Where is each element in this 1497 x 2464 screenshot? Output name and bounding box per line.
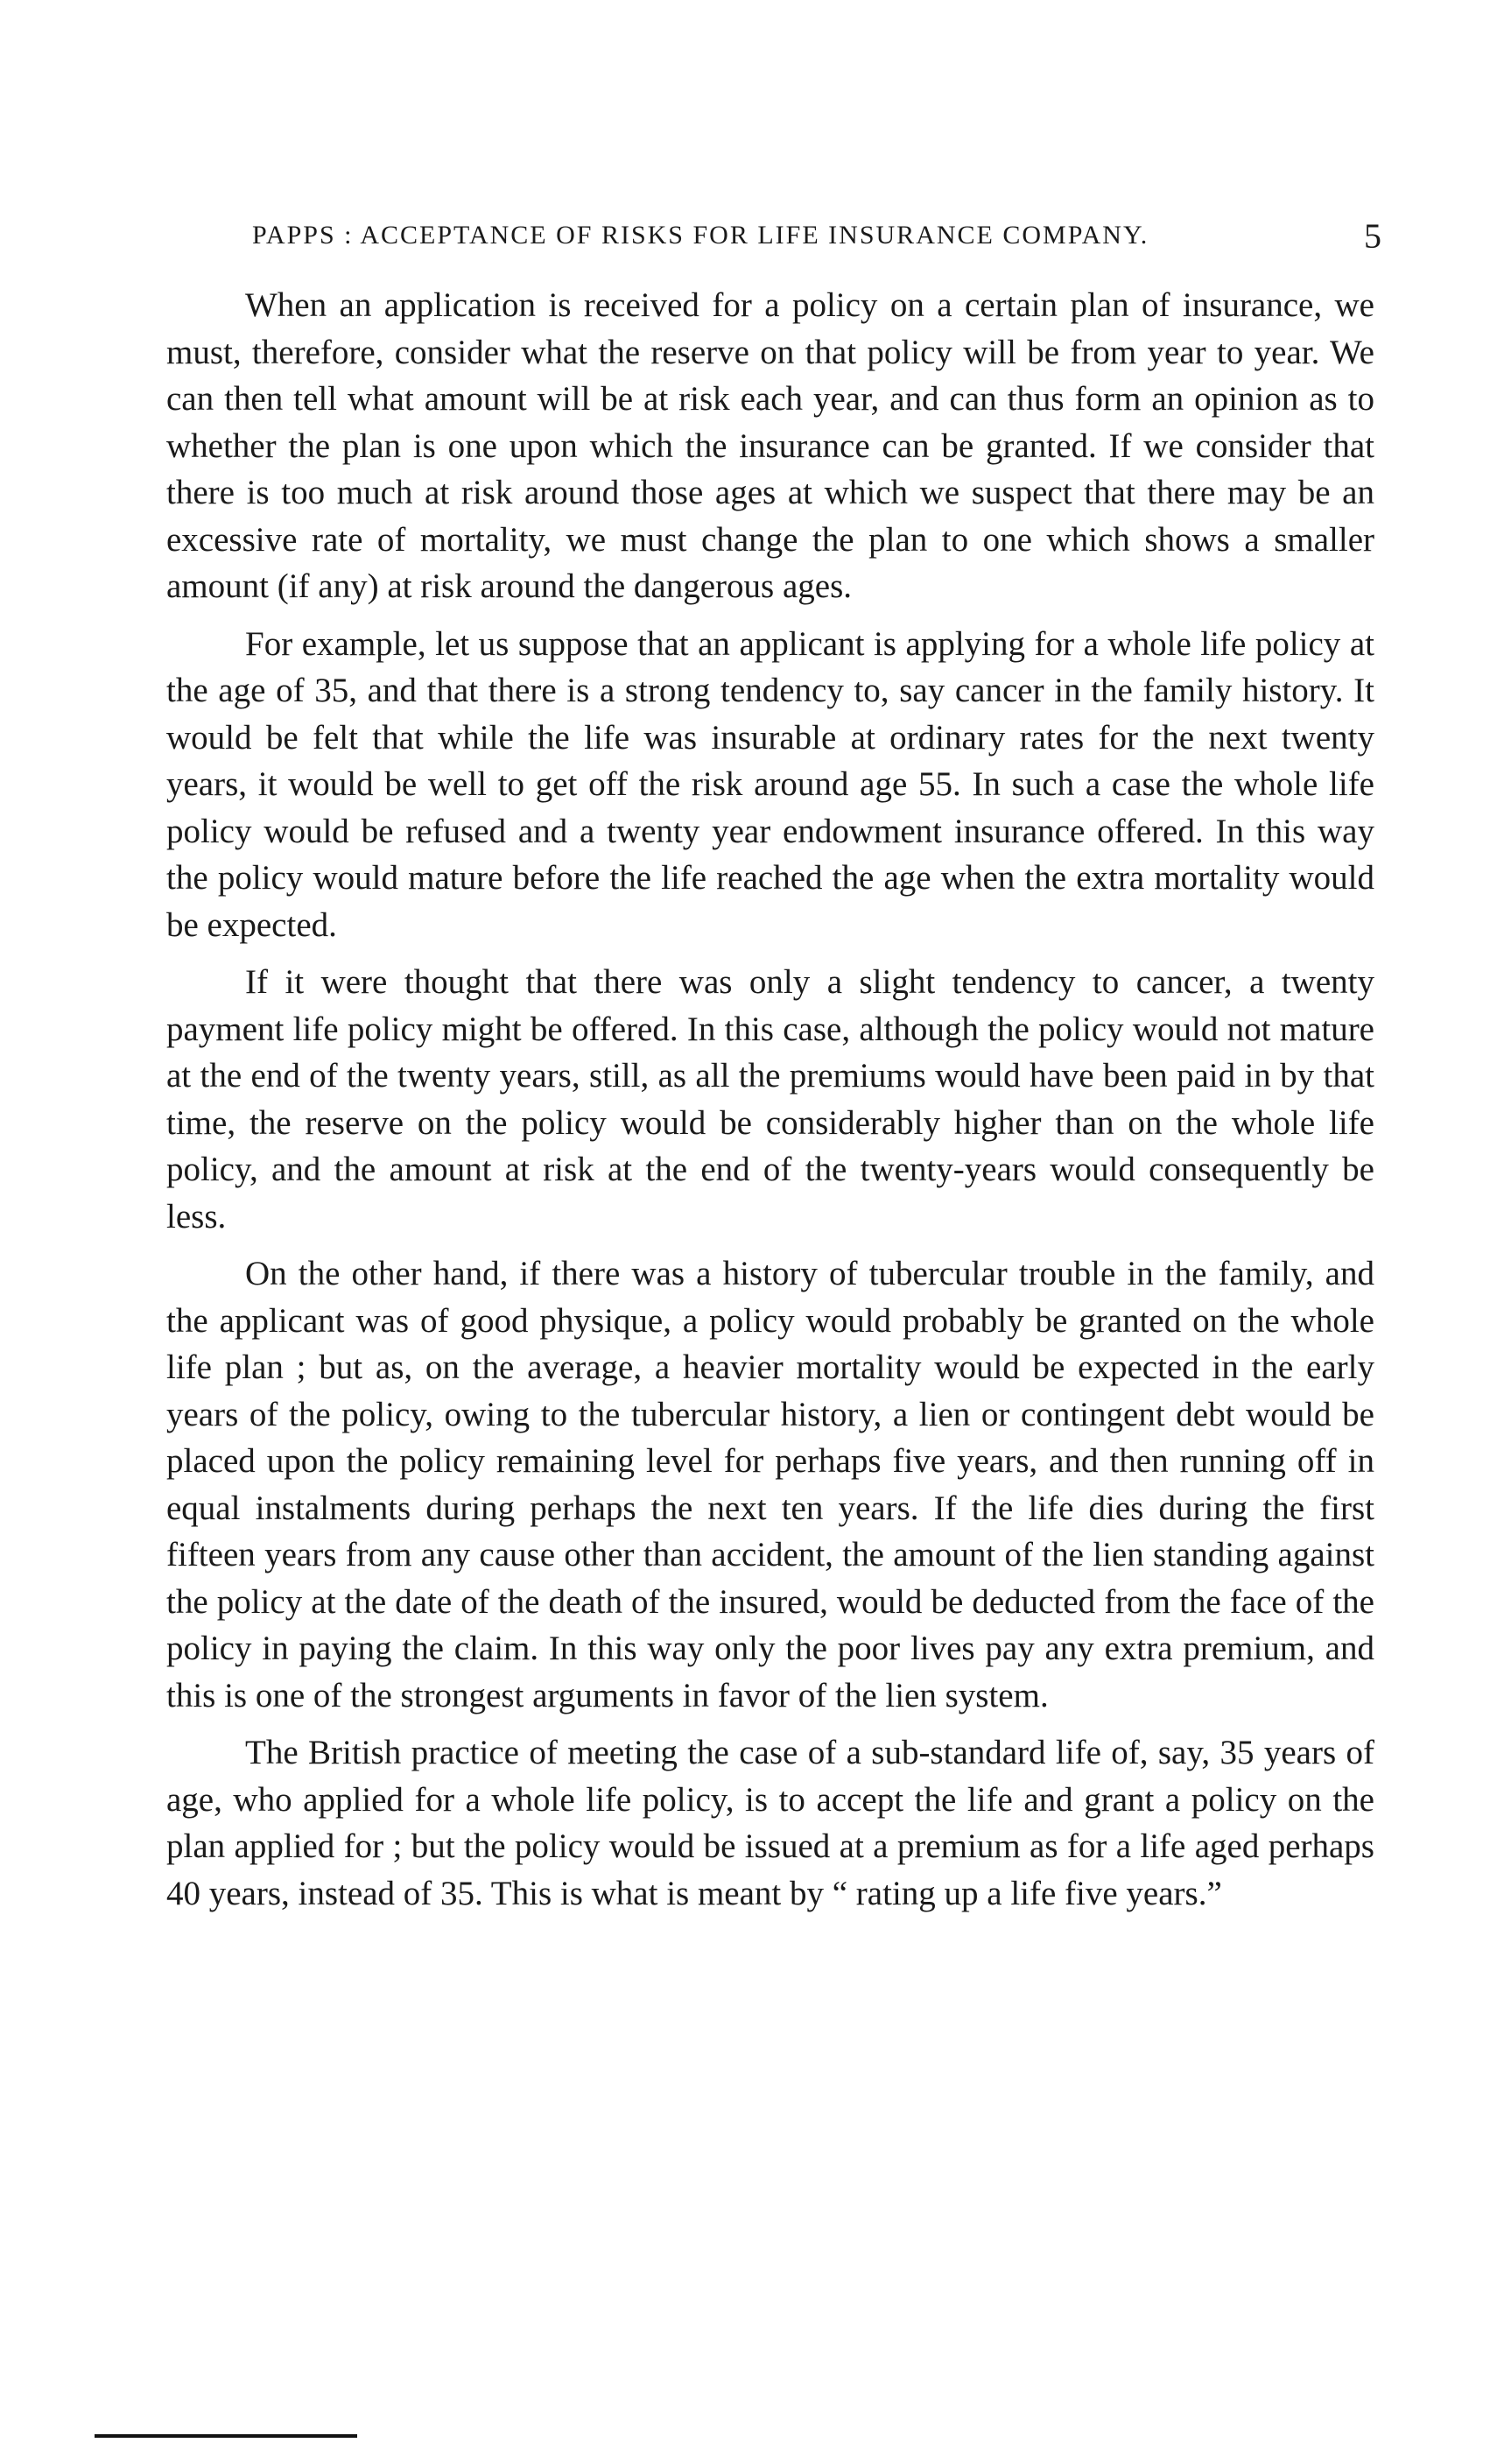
paragraph-british-practice: The British practice of meeting the case of a sub-standard life of, say, 35 years of age, who applied for a whole life policy, is to accept the life and grant a policy on the plan applied for ; but the policy would be issued at a premium as for a life aged perhaps 40 years, instead of 35. This is what is meant by “ rating up a life five years.” [166, 1734, 1374, 1912]
paragraph-cancer-example: For example, let us suppose that an applicant is applying for a whole life policy at the age of 35, and that there is a strong tendency to, say cancer in the family history. It would be felt that while the life was insurable at ordinary rates for the next twenty years, it would be well to get off the risk around age 55. In such a case the whole life policy would be refused and a twenty year endowment insurance offered. In this way the policy would mature before the life reached the age when the extra mortality would be expected. [166, 624, 1374, 944]
body-text [166, 282, 1374, 1927]
paragraph-tubercular-lien: On the other hand, if there was a history of tubercular trouble in the family, and the applicant was of good physique, a policy would probably be granted on the whole life plan ; but as, on the average, a heavier mortality would be expected in the early years of the policy, owing to the tubercular history, a lien or contingent debt would be placed upon the policy remaining level for perhaps five years, and then running off in equal instalments during perhaps the next ten years. If the life dies during the first fifteen years from any cause other than accident, the amount of the lien standing against the policy at the date of the death of the insured, would be deducted from the face of the policy in paying the claim. In this way only the poor lives pay any extra premium, and this is one of the strongest arguments in favor of the lien system. [166, 1255, 1374, 1714]
running-title: PAPPS : ACCEPTANCE OF RISKS FOR LIFE INSURANCE COMPANY. [252, 221, 1149, 250]
paragraph-twenty-payment: If it were thought that there was only a slight tendency to cancer, a twenty payment life policy might be offered. In this case, although the policy would not mature at the end of the twenty years, still, as all the premiums would have been paid in by that time, the reserve on the policy would be considerably higher than on the whole life policy, and the amount at risk at the end of the twenty-years would consequently be less. [166, 963, 1374, 1236]
page-number: 5 [1364, 216, 1381, 256]
running-head [252, 216, 1381, 256]
footer-rule [95, 2434, 357, 2438]
paragraph-reserve-plan: When an application is received for a policy on a certain plan of insurance, we must, therefore, consider what the reserve on that policy will be from year to year. We can then tell what amount will be at risk each year, and can thus form an opinion as to whether the plan is one upon which the insurance can be granted. If we consider that there is too much at risk around those ages at which we suspect that there may be an excessive rate of mortality, we must change the plan to one which shows a smaller amount (if any) at risk around the dangerous ages. [166, 286, 1374, 605]
